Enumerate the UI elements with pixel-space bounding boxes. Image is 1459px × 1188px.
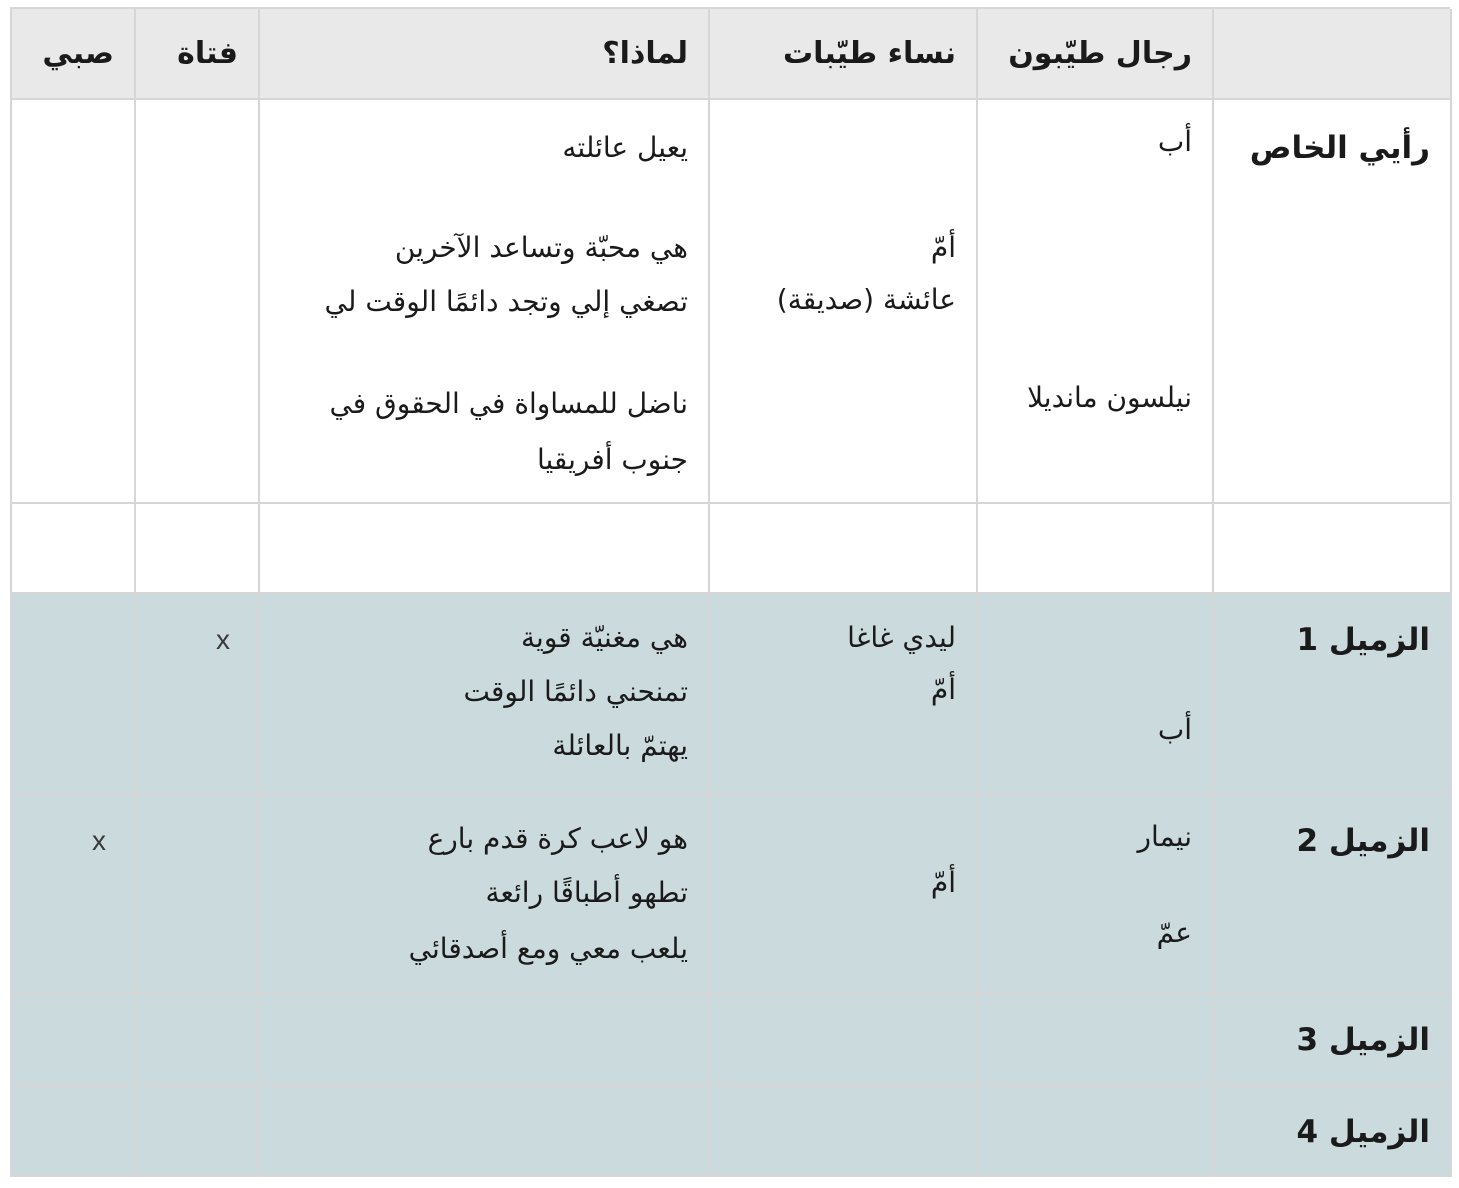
header-why-label: لماذا؟ [602,36,688,71]
boy-mark: x [92,825,106,856]
good-man-name: نيمار [1137,820,1192,853]
why-text: هي مغنيّة قوية [521,621,688,654]
colleague-4-boy-cell [12,1086,136,1177]
header-why [260,9,710,100]
header-boy-label: صبي [42,36,114,71]
my-opinion-good-men-cell [978,100,1214,504]
good-man-name: أب [1157,713,1192,746]
empty-cell [1214,504,1452,594]
girl-mark: x [216,624,230,655]
colleague-3-good-women-cell [710,994,978,1086]
header-good-women-label: نساء طيّبات [783,36,956,71]
colleague-1-good-women-cell [710,594,978,795]
colleague-1-girl-cell [136,594,260,795]
my-opinion-good-women-cell [710,100,978,504]
why-text: يلعب معي ومع أصدقائي [408,932,688,965]
header-good-men-label: رجال طيّبون [1008,36,1192,71]
colleague-1-why-cell [260,594,710,795]
why-text: ناضل للمساواة في الحقوق في [329,387,688,420]
colleague-2-good-men-cell [978,795,1214,994]
colleague-4-girl-cell [136,1086,260,1177]
my-opinion-boy-cell [12,100,136,504]
header-good-men [978,9,1214,100]
colleague-3-why-cell [260,994,710,1086]
header-girl-label: فتاة [177,36,238,71]
comparison-table [10,7,1450,1177]
colleague-1-label-cell [1214,594,1452,795]
colleague-4-good-men-cell [978,1086,1214,1177]
colleague-2-girl-cell [136,795,260,994]
colleague-3-good-men-cell [978,994,1214,1086]
header-persons [1214,9,1452,100]
row-label-colleague-3: الزميل 3 [1296,1022,1430,1058]
my-opinion-why-cell [260,100,710,504]
header-good-women [710,9,978,100]
row-label-colleague-2: الزميل 2 [1296,823,1430,859]
good-man-name: أب [1157,125,1192,158]
colleague-3-boy-cell [12,994,136,1086]
good-woman-name: ليدي غاغا [847,621,956,654]
colleague-3-label-cell [1214,994,1452,1086]
header-girl [136,9,260,100]
empty-cell [978,504,1214,594]
good-woman-name: أمّ [930,673,956,706]
good-woman-name: أمّ [930,231,956,264]
empty-cell [12,504,136,594]
colleague-2-why-cell [260,795,710,994]
row-label-colleague-4: الزميل 4 [1296,1114,1430,1150]
colleague-2-good-women-cell [710,795,978,994]
colleague-1-boy-cell [12,594,136,795]
colleague-3-girl-cell [136,994,260,1086]
good-woman-name: عائشة (صديقة) [776,283,956,316]
why-text: يعيل عائلته [562,131,688,164]
colleague-4-label-cell [1214,1086,1452,1177]
colleague-1-good-men-cell [978,594,1214,795]
empty-cell [710,504,978,594]
colleague-4-good-women-cell [710,1086,978,1177]
good-man-name: عمّ [1156,916,1192,949]
why-text: تطهو أطباقًا رائعة [485,876,688,909]
why-text: هي محبّة وتساعد الآخرين [394,231,688,264]
colleague-4-why-cell [260,1086,710,1177]
why-text: هو لاعب كرة قدم بارع [427,822,688,855]
colleague-2-label-cell [1214,795,1452,994]
why-text: جنوب أفريقيا [536,443,688,476]
my-opinion-girl-cell [136,100,260,504]
my-opinion-label-cell [1214,100,1452,504]
why-text: تصغي إلي وتجد دائمًا الوقت لي [324,285,688,318]
row-label-my-opinion: رأيي الخاص [1249,130,1430,166]
empty-cell [136,504,260,594]
header-boy [12,9,136,100]
why-text: يهتمّ بالعائلة [552,729,688,762]
row-label-colleague-1: الزميل 1 [1296,622,1430,658]
why-text: تمنحني دائمًا الوقت [463,675,688,708]
good-woman-name: أمّ [930,866,956,899]
good-man-name: نيلسون مانديلا [1027,381,1192,414]
colleague-2-boy-cell [12,795,136,994]
empty-cell [260,504,710,594]
